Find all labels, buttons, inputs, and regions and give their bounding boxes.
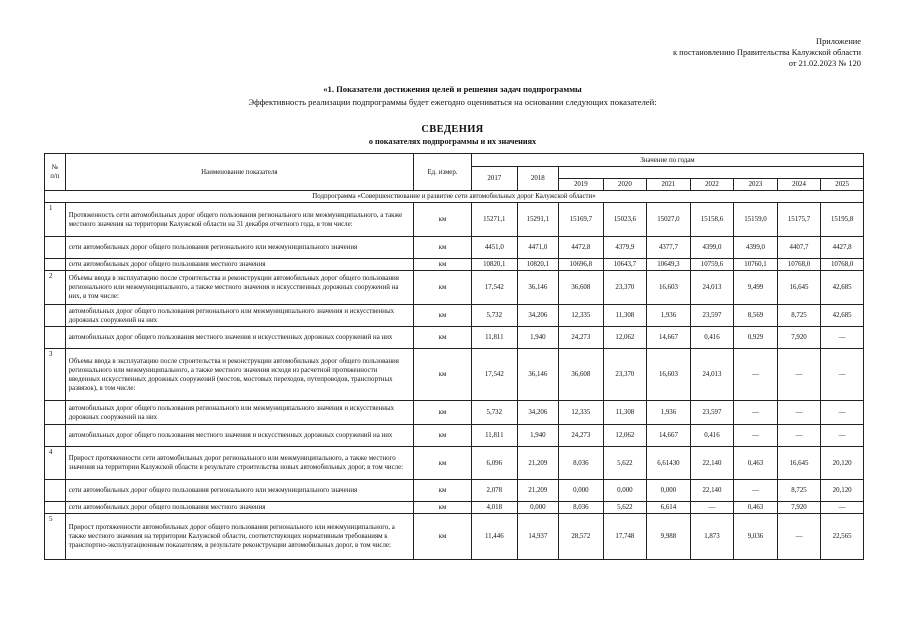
value-cell: 5,732 (472, 305, 518, 327)
indicator-name: автомобильных дорог общего пользования регионального или межмуниципального значения и искусственных дорожных сооружений на них (65, 401, 413, 425)
value-cell: — (777, 401, 821, 425)
value-cell: — (821, 327, 864, 349)
unit-cell: км (413, 349, 471, 401)
value-cell: — (777, 425, 821, 447)
value-cell: 6,61430 (647, 447, 691, 480)
row-number (45, 502, 66, 514)
row-number (45, 480, 66, 502)
value-cell: 10768,0 (777, 259, 821, 271)
table-row (45, 480, 864, 502)
header-appendix: Приложение (816, 37, 861, 46)
row-number (45, 237, 66, 259)
value-cell: 4472,8 (559, 237, 604, 259)
value-cell: — (821, 401, 864, 425)
year-header: 2018 (517, 167, 558, 191)
table-row (45, 203, 864, 237)
value-cell: 4377,7 (647, 237, 691, 259)
value-cell: 4451,0 (472, 237, 518, 259)
year-header: 2017 (472, 167, 518, 191)
indicator-name: автомобильных дорог общего пользования местного значения и искусственных дорожных сооружений на них (65, 327, 413, 349)
year-header: 2023 (734, 179, 778, 191)
unit-cell: км (413, 480, 471, 502)
value-cell: 15158,6 (690, 203, 734, 237)
table-row (45, 349, 864, 401)
value-cell: 11,308 (603, 305, 647, 327)
indicator-name: сети автомобильных дорог общего пользования местного значения (65, 259, 413, 271)
value-cell: 8,725 (777, 480, 821, 502)
value-cell: 11,446 (472, 514, 518, 560)
value-cell: 2,078 (472, 480, 518, 502)
table-row (45, 514, 864, 560)
table-row (45, 305, 864, 327)
value-cell: — (734, 349, 778, 401)
value-cell: 22,565 (821, 514, 864, 560)
value-cell: 0,463 (734, 502, 778, 514)
row-number (45, 259, 66, 271)
col-header-unit: Ед. измер. (413, 154, 471, 191)
value-cell: 28,572 (559, 514, 604, 560)
value-cell: 22,140 (690, 480, 734, 502)
value-cell: 15027,0 (647, 203, 691, 237)
value-cell: 0,000 (647, 480, 691, 502)
section-title: «1. Показатели достижения целей и решения задач подпрограммы (323, 84, 582, 94)
value-cell: 20,120 (821, 480, 864, 502)
row-number (45, 327, 66, 349)
value-cell: 0,000 (603, 480, 647, 502)
value-cell: 42,685 (821, 305, 864, 327)
value-cell: 11,811 (472, 327, 518, 349)
year-header: 2022 (690, 179, 734, 191)
indicator-name: сети автомобильных дорог общего пользования местного значения (65, 502, 413, 514)
value-cell: 0,000 (559, 480, 604, 502)
value-cell: 36,608 (559, 349, 604, 401)
value-cell: 23,370 (603, 349, 647, 401)
value-cell: 34,206 (517, 401, 558, 425)
unit-cell: км (413, 514, 471, 560)
value-cell: 5,732 (472, 401, 518, 425)
value-cell: 12,062 (603, 425, 647, 447)
year-header: 2019 (559, 179, 604, 191)
indicator-name: Объемы ввода в эксплуатацию после строительства и реконструкции автомобильных дорог общего пользования регионального или межмуниципального, а также местного значения и искусственных дорожных сооружений на них, в том числе: (65, 271, 413, 305)
unit-cell: км (413, 305, 471, 327)
indicator-name: сети автомобильных дорог общего пользования регионального или межмуниципального значения (65, 237, 413, 259)
value-cell: 24,013 (690, 271, 734, 305)
unit-cell: км (413, 401, 471, 425)
value-cell: 0,416 (690, 425, 734, 447)
value-cell: 23,597 (690, 401, 734, 425)
value-cell: 1,936 (647, 401, 691, 425)
value-cell: 14,937 (517, 514, 558, 560)
value-cell: 1,936 (647, 305, 691, 327)
row-number: 3 (45, 349, 66, 401)
value-cell: 15195,8 (821, 203, 864, 237)
value-cell: 4427,8 (821, 237, 864, 259)
value-cell: — (777, 349, 821, 401)
value-cell: 5,622 (603, 502, 647, 514)
intro-text: Эффективность реализации подпрограммы будет ежегодно оцениваться на основании следующих показателей: (248, 97, 657, 107)
value-cell: 24,013 (690, 349, 734, 401)
table-subheading: о показателях подпрограммы и их значениях (368, 137, 537, 146)
value-cell: 12,062 (603, 327, 647, 349)
value-cell: 10820,1 (517, 259, 558, 271)
value-cell: — (734, 480, 778, 502)
table-row (45, 327, 864, 349)
value-cell: 4399,0 (734, 237, 778, 259)
value-cell: 10760,1 (734, 259, 778, 271)
table-heading: СВЕДЕНИЯ (421, 124, 484, 135)
col-header-name: Наименование показателя (65, 154, 413, 191)
value-cell: 7,920 (777, 327, 821, 349)
value-cell: 4399,0 (690, 237, 734, 259)
value-cell: — (821, 502, 864, 514)
unit-cell: км (413, 327, 471, 349)
value-cell: 16,645 (777, 271, 821, 305)
year-header: 2025 (821, 179, 864, 191)
value-cell: 22,140 (690, 447, 734, 480)
table-row (45, 259, 864, 271)
indicator-name: Протяженность сети автомобильных дорог общего пользования регионального или межмуниципального, а также местного значения на территории Калужской области на 31 декабря отчетного года, в том числе: (65, 203, 413, 237)
value-cell: 24,273 (559, 425, 604, 447)
value-cell: — (821, 425, 864, 447)
year-header-spacer (559, 167, 864, 179)
value-cell: 15023,6 (603, 203, 647, 237)
row-number: 1 (45, 203, 66, 237)
value-cell: 36,608 (559, 271, 604, 305)
value-cell: — (734, 425, 778, 447)
value-cell: 8,725 (777, 305, 821, 327)
table-row (45, 237, 864, 259)
indicator-name: Прирост протяженности сети автомобильных дорог регионального или межмуниципального, а также местного значения на территории Калужской области в результате строительства новых автомобильных дорог, в том числе: (65, 447, 413, 480)
value-cell: 10643,7 (603, 259, 647, 271)
year-header: 2024 (777, 179, 821, 191)
value-cell: — (821, 349, 864, 401)
indicator-name: сети автомобильных дорог общего пользования регионального или межмуниципального значения (65, 480, 413, 502)
value-cell: 21,209 (517, 480, 558, 502)
value-cell: 15159,0 (734, 203, 778, 237)
indicator-name: Прирост протяженности автомобильных дорог общего пользования регионального или межмуниципального, а также местного значения на территории Калужской области, соответствующих нормативным требованиям к транспортно-эксплуатационным показателям, в результате реконструкции автомобильных дорог, в том числе: (65, 514, 413, 560)
value-cell: 0,000 (517, 502, 558, 514)
value-cell: 4471,0 (517, 237, 558, 259)
value-cell: 24,273 (559, 327, 604, 349)
value-cell: 5,622 (603, 447, 647, 480)
value-cell: 17,748 (603, 514, 647, 560)
year-header: 2021 (647, 179, 691, 191)
value-cell: 8,569 (734, 305, 778, 327)
value-cell: — (690, 502, 734, 514)
value-cell: 42,685 (821, 271, 864, 305)
value-cell: 10696,8 (559, 259, 604, 271)
indicator-name: Объемы ввода в эксплуатацию после строительства и реконструкции автомобильных дорог общего пользования регионального или межмуниципального, а также местного значения исходя из расчетной протяженности введенных искусственных дорожных сооружений (мостов, мостовых переходов, путепроводов, транспортных развязок), в том числе: (65, 349, 413, 401)
value-cell: 1,940 (517, 327, 558, 349)
value-cell: 23,370 (603, 271, 647, 305)
year-header: 2020 (603, 179, 647, 191)
table-row (45, 271, 864, 305)
value-cell: 14,667 (647, 425, 691, 447)
value-cell: 16,603 (647, 349, 691, 401)
value-cell: 1,873 (690, 514, 734, 560)
value-cell: 10820,1 (472, 259, 518, 271)
value-cell: 10759,6 (690, 259, 734, 271)
unit-cell: км (413, 425, 471, 447)
value-cell: 0,463 (734, 447, 778, 480)
value-cell: 21,209 (517, 447, 558, 480)
unit-cell: км (413, 237, 471, 259)
value-cell: 8,036 (559, 502, 604, 514)
value-cell: — (734, 401, 778, 425)
value-cell: 0,416 (690, 327, 734, 349)
row-number: 4 (45, 447, 66, 480)
value-cell: 16,603 (647, 271, 691, 305)
row-number (45, 305, 66, 327)
value-cell: 10768,0 (821, 259, 864, 271)
value-cell: 36,146 (517, 349, 558, 401)
value-cell: 4407,7 (777, 237, 821, 259)
subprogram-row: Подпрограмма «Совершенствование и развитие сети автомобильных дорог Калужской области» (45, 191, 864, 203)
value-cell: 34,206 (517, 305, 558, 327)
header-decree: к постановлению Правительства Калужской области (672, 48, 861, 57)
value-cell: 8,036 (559, 447, 604, 480)
unit-cell: км (413, 502, 471, 514)
value-cell: 17,542 (472, 271, 518, 305)
value-cell: 20,120 (821, 447, 864, 480)
value-cell: 6,614 (647, 502, 691, 514)
table-row (45, 401, 864, 425)
value-cell: 16,645 (777, 447, 821, 480)
value-cell: 7,920 (777, 502, 821, 514)
header-date: от 21.02.2023 № 120 (788, 59, 861, 68)
value-cell: 14,667 (647, 327, 691, 349)
value-cell: 15175,7 (777, 203, 821, 237)
value-cell: — (777, 514, 821, 560)
table-row (45, 447, 864, 480)
value-cell: 4379,9 (603, 237, 647, 259)
value-cell: 10649,3 (647, 259, 691, 271)
value-cell: 15169,7 (559, 203, 604, 237)
table-body (45, 191, 864, 560)
col-header-values: Значение по годам (472, 154, 864, 167)
indicator-name: автомобильных дорог общего пользования местного значения и искусственных дорожных сооружений на них (65, 425, 413, 447)
row-number (45, 425, 66, 447)
value-cell: 1,940 (517, 425, 558, 447)
document-header (673, 36, 861, 69)
value-cell: 4,018 (472, 502, 518, 514)
value-cell: 9,499 (734, 271, 778, 305)
value-cell: 15271,1 (472, 203, 518, 237)
unit-cell: км (413, 203, 471, 237)
value-cell: 11,308 (603, 401, 647, 425)
value-cell: 6,096 (472, 447, 518, 480)
unit-cell: км (413, 447, 471, 480)
indicators-table (44, 153, 864, 560)
table-row (45, 425, 864, 447)
value-cell: 12,335 (559, 401, 604, 425)
value-cell: 15291,1 (517, 203, 558, 237)
col-header-no: № п/п (45, 154, 66, 191)
row-number (45, 401, 66, 425)
value-cell: 9,036 (734, 514, 778, 560)
unit-cell: км (413, 271, 471, 305)
unit-cell: км (413, 259, 471, 271)
table-row (45, 502, 864, 514)
value-cell: 23,597 (690, 305, 734, 327)
value-cell: 11,811 (472, 425, 518, 447)
value-cell: 0,929 (734, 327, 778, 349)
value-cell: 17,542 (472, 349, 518, 401)
value-cell: 12,335 (559, 305, 604, 327)
value-cell: 9,988 (647, 514, 691, 560)
value-cell: 36,146 (517, 271, 558, 305)
row-number: 2 (45, 271, 66, 305)
row-number: 5 (45, 514, 66, 560)
indicator-name: автомобильных дорог общего пользования регионального или межмуниципального значения и искусственных дорожных сооружений на них (65, 305, 413, 327)
